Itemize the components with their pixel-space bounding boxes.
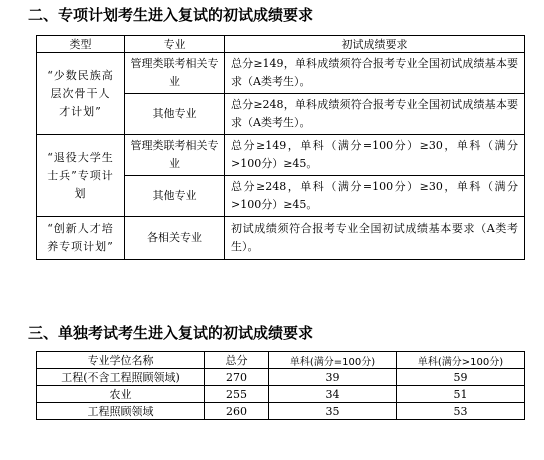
single-over-100-cell: 51 — [397, 386, 525, 403]
total-score-cell: 270 — [205, 369, 269, 386]
degree-name-cell: 工程(不含工程照顾领域) — [37, 369, 205, 386]
single-over-100-cell: 59 — [397, 369, 525, 386]
single-100-cell: 39 — [269, 369, 397, 386]
degree-name-cell: 工程照顾领域 — [37, 403, 205, 420]
header-major: 专业 — [125, 36, 225, 53]
header-single-subject-100: 单科(满分=100分) — [269, 352, 397, 369]
requirement-cell: 总分≥248，单科（满分=100分）≥30，单科（满分>100分）≥45。 — [225, 176, 525, 217]
table-header-row — [37, 36, 525, 53]
table-row — [37, 369, 525, 386]
requirement-cell: 总分≥248，单科成绩须符合报考专业全国初试成绩基本要求（A类考生）。 — [225, 94, 525, 135]
special-plans-score-table — [36, 35, 525, 260]
section-title-special-plans: 二、专项计划考生进入复试的初试成绩要求 — [28, 6, 314, 24]
degree-name-cell: 农业 — [37, 386, 205, 403]
header-requirement: 初试成绩要求 — [225, 36, 525, 53]
header-degree-name: 专业学位名称 — [37, 352, 205, 369]
major-cell: 管理类联考相关专业 — [125, 135, 225, 176]
total-score-cell: 260 — [205, 403, 269, 420]
major-cell: 其他专业 — [125, 176, 225, 217]
single-100-cell: 34 — [269, 386, 397, 403]
single-over-100-cell: 53 — [397, 403, 525, 420]
table-row — [37, 386, 525, 403]
major-cell: 各相关专业 — [125, 217, 225, 260]
requirement-cell: 初试成绩须符合报考专业全国初试成绩基本要求（A类考生）。 — [225, 217, 525, 260]
table-row — [37, 53, 525, 94]
header-category: 类型 — [37, 36, 125, 53]
single-100-cell: 35 — [269, 403, 397, 420]
requirement-cell: 总分≥149，单科成绩须符合报考专业全国初试成绩基本要求（A类考生）。 — [225, 53, 525, 94]
header-total-score: 总分 — [205, 352, 269, 369]
independent-exam-score-table — [36, 351, 525, 420]
category-cell: “创新人才培养专项计划” — [37, 217, 125, 260]
table-row — [37, 217, 525, 260]
table-row — [37, 135, 525, 176]
requirement-cell: 总分≥149，单科（满分=100分）≥30，单科（满分>100分）≥45。 — [225, 135, 525, 176]
total-score-cell: 255 — [205, 386, 269, 403]
table-header-row — [37, 352, 525, 369]
header-single-subject-over-100: 单科(满分>100分) — [397, 352, 525, 369]
table-row — [37, 403, 525, 420]
major-cell: 管理类联考相关专业 — [125, 53, 225, 94]
section-title-independent-exam: 三、单独考试考生进入复试的初试成绩要求 — [28, 324, 314, 342]
category-cell: “少数民族高层次骨干人才计划” — [37, 53, 125, 135]
category-cell: “退役大学生士兵”专项计划 — [37, 135, 125, 217]
major-cell: 其他专业 — [125, 94, 225, 135]
